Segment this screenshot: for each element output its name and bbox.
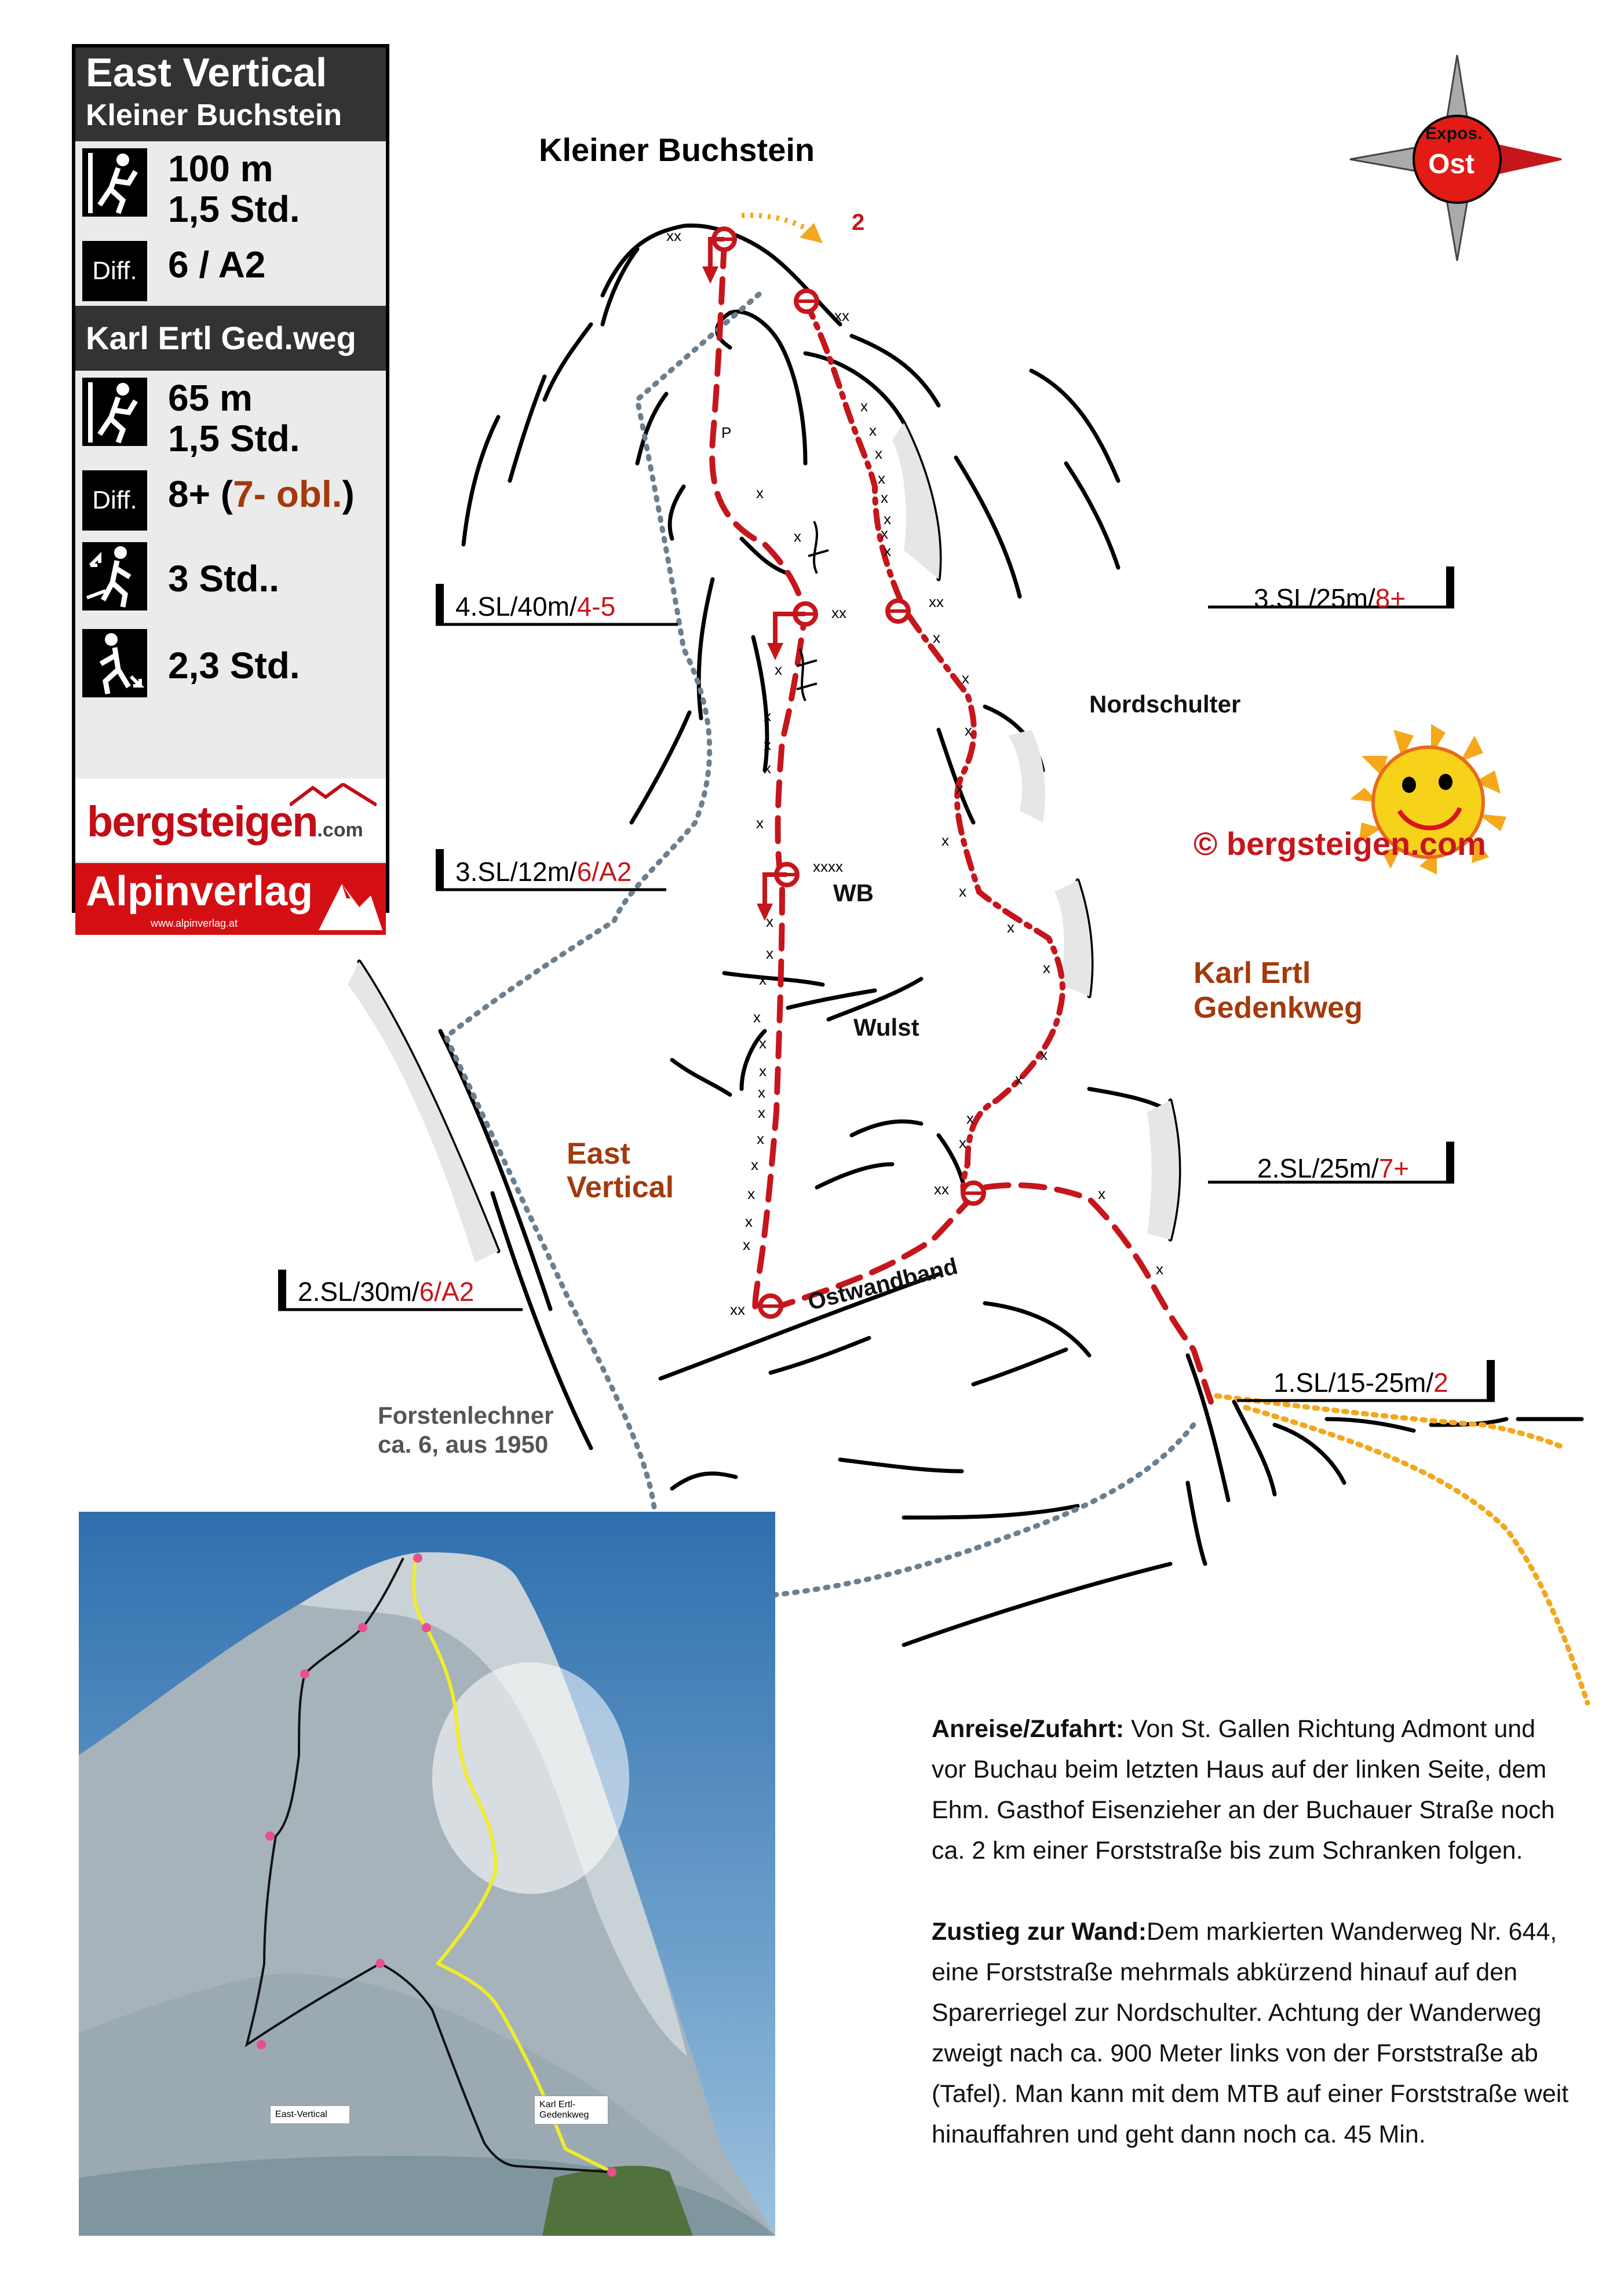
route1-header	[75, 47, 386, 141]
karl-ertl-label-2: Gedenkweg	[1194, 991, 1363, 1025]
compass-expos-label: Expos.	[1425, 124, 1483, 143]
forstenlechner-label-1: Forstenlechner	[378, 1402, 554, 1429]
svg-text:x: x	[766, 913, 773, 930]
svg-text:x: x	[956, 780, 964, 797]
svg-text:x: x	[758, 1084, 765, 1101]
pitch-label-ev4	[455, 591, 615, 622]
alpinverlag-logo	[75, 863, 386, 935]
anreise-paragraph	[932, 1709, 1569, 1871]
route1-length-value: 100 m	[168, 148, 273, 189]
photo-label-karl-ertl-line2: Gedenkweg	[539, 2110, 589, 2120]
svg-text:x: x	[941, 832, 949, 849]
pitch-label-ke1	[1273, 1367, 1448, 1398]
climber-icon	[82, 148, 147, 217]
svg-text:xx: xx	[730, 1301, 745, 1318]
hiker-ascent-icon	[82, 542, 147, 610]
svg-text:xx: xx	[834, 307, 849, 324]
compass-direction-label: Ost	[1428, 149, 1475, 180]
svg-text:x: x	[756, 814, 764, 832]
climber-icon	[82, 378, 147, 446]
pitch-label-ev2	[298, 1276, 474, 1307]
route2-time-value: 1,5 Std.	[168, 418, 300, 459]
svg-text:x: x	[759, 971, 767, 988]
svg-text:xx: xx	[831, 604, 846, 621]
svg-text:x: x	[764, 707, 771, 725]
pitch-grade: 2	[1433, 1368, 1448, 1398]
pitch-text: 3.SL/25m/	[1254, 583, 1375, 613]
zustieg-paragraph	[932, 1911, 1569, 2155]
anreise-text: Von St. Gallen Richtung Admont und vor Buchau beim letzten Haus auf der linken Seite, dem Ehm. Gasthof Eisenzieher an der Buchauer Straße noch ca. 2 km einer Forststraße bis zum Schranken folgen.	[932, 1715, 1555, 1864]
svg-text:x: x	[1007, 919, 1014, 936]
approach-path-2	[1246, 1407, 1587, 1703]
svg-text:x: x	[753, 1008, 761, 1026]
route2-ascent-time: 3 Std..	[168, 558, 280, 599]
svg-text:x: x	[860, 397, 868, 415]
bolt-marks	[666, 227, 1163, 1318]
alpinverlag-logo-text: Alpinverlag	[86, 868, 313, 915]
pitch-text: 2.SL/30m/	[298, 1277, 419, 1307]
svg-text:x: x	[764, 759, 771, 777]
bergsteigen-logo-suffix: .com	[317, 819, 363, 841]
route2-difficulty	[168, 474, 355, 514]
svg-text:x: x	[747, 1185, 755, 1202]
pitch-text: 3.SL/12m/	[455, 857, 577, 887]
pitch-grade: 7+	[1378, 1153, 1410, 1183]
pitch-text: 2.SL/25m/	[1257, 1153, 1379, 1183]
svg-text:x: x	[881, 489, 888, 506]
svg-text:x: x	[743, 1236, 750, 1253]
belay-stations	[714, 229, 984, 1317]
svg-text:x: x	[1156, 1260, 1163, 1278]
svg-text:xxxx: xxxx	[813, 858, 843, 875]
photo-label-karl-ertl	[534, 2096, 608, 2125]
pitch-text: 4.SL/40m/	[455, 591, 577, 621]
wb-label: WB	[833, 879, 874, 906]
route2-descent-row	[75, 622, 386, 709]
svg-text:x: x	[794, 528, 801, 545]
pitch-grade: 6/A2	[419, 1277, 475, 1307]
route2-length	[168, 378, 300, 459]
bergsteigen-logo-word: bergsteigen	[87, 798, 317, 846]
route2-length-value: 65 m	[168, 377, 253, 419]
route2-difficulty-close: )	[342, 473, 355, 515]
nordschulter-label: Nordschulter	[1089, 690, 1241, 718]
svg-text:x: x	[759, 1034, 767, 1052]
forstenlechner-label-2: ca. 6, aus 1950	[378, 1431, 549, 1458]
pitch-grade: 8+	[1375, 583, 1406, 613]
diff-badge: Diff.	[82, 470, 147, 531]
approach-path	[1217, 1396, 1564, 1448]
alpinverlag-url: www.alpinverlag.at	[151, 917, 238, 929]
svg-text:x: x	[756, 484, 764, 502]
svg-text:x: x	[766, 945, 773, 962]
svg-text:x: x	[759, 1062, 767, 1080]
svg-text:x: x	[745, 1213, 753, 1230]
route1-length	[168, 148, 300, 229]
svg-text:x: x	[764, 736, 771, 754]
anreise-heading: Anreise/Zufahrt:	[932, 1715, 1125, 1743]
route2-difficulty-obl: 7- obl.	[233, 473, 342, 515]
route-description	[932, 1709, 1569, 2195]
route2-difficulty-main: 8+ (	[168, 473, 233, 515]
route1-difficulty: 6 / A2	[168, 244, 266, 286]
svg-text:x: x	[966, 1110, 974, 1127]
hiker-descent-icon	[82, 629, 147, 697]
bergsteigen-logo	[75, 778, 386, 861]
route1-title: East Vertical	[86, 50, 327, 95]
pitch-grade: 4-5	[576, 591, 616, 621]
zustieg-text: Dem markierten Wanderweg Nr. 644, eine Forststraße mehrmals abkürzend hinauf auf den Sparerriegel zur Nordschulter. Achtung der Wanderweg zweigt nach ca. 900 Meter links von der Forststraße ab (Tafel). Man kann mit dem MTB auf einer Forststraße weit hinauffahren und geht dann noch ca. 45 Min.	[932, 1918, 1569, 2148]
svg-text:x: x	[1098, 1185, 1105, 1202]
svg-text:x: x	[1043, 959, 1050, 977]
summit-descent-arrow	[742, 215, 811, 232]
svg-text:x: x	[1040, 1046, 1048, 1063]
pitch-text: 1.SL/15-25m/	[1273, 1368, 1434, 1398]
lower-off-arrowheads	[702, 266, 783, 921]
svg-text:x: x	[775, 661, 782, 678]
svg-text:x: x	[878, 470, 885, 487]
svg-text:x: x	[884, 542, 891, 560]
svg-text:x: x	[962, 670, 969, 687]
east-vertical-label-1: East	[567, 1137, 630, 1171]
piton-mark: P	[721, 424, 732, 441]
wulst-label: Wulst	[853, 1014, 919, 1041]
route2-descent-time: 2,3 Std.	[168, 645, 300, 686]
svg-text:x: x	[933, 629, 940, 646]
svg-text:x: x	[965, 722, 972, 739]
belay-station-bars	[715, 239, 983, 1306]
route2-ascent-row	[75, 535, 386, 622]
route-info-panel	[72, 44, 389, 929]
pitch-label-ke2	[1257, 1153, 1409, 1184]
diff-badge: Diff.	[82, 241, 147, 301]
bergsteigen-logo-text	[87, 797, 363, 846]
svg-text:x: x	[884, 510, 891, 528]
svg-text:xx: xx	[934, 1180, 949, 1198]
svg-text:x: x	[875, 445, 882, 462]
svg-text:x: x	[959, 1134, 966, 1151]
route1-diff-row	[75, 228, 386, 306]
route2-title: Karl Ertl Ged.weg	[86, 320, 356, 356]
route1-subtitle: Kleiner Buchstein	[86, 98, 342, 132]
route-photo	[79, 1512, 775, 2236]
svg-text:x: x	[869, 422, 877, 439]
svg-text:xx: xx	[666, 227, 681, 244]
photo-label-east-vertical: East-Vertical	[270, 2105, 350, 2124]
photo-label-karl-ertl-line1: Karl Ertl-	[539, 2100, 576, 2109]
route2-length-row	[75, 371, 386, 458]
east-vertical-label-2: Vertical	[567, 1171, 674, 1204]
karl-ertl-label-1: Karl Ertl	[1194, 956, 1311, 990]
svg-text:xx: xx	[929, 593, 944, 610]
route2-diff-row	[75, 458, 386, 535]
svg-text:x: x	[751, 1156, 758, 1173]
pitch-label-ev3	[455, 856, 632, 887]
exit-number-label: 2	[852, 210, 865, 235]
pitch-grade: 6/A2	[576, 857, 632, 887]
svg-text:x: x	[881, 525, 888, 542]
summit-title: Kleiner Buchstein	[539, 131, 815, 168]
route2-header	[75, 306, 386, 371]
pitch-label-ke3	[1254, 583, 1406, 614]
ostwandband-label: Ostwandband	[805, 1253, 961, 1315]
svg-text:x: x	[959, 883, 966, 900]
svg-text:x: x	[758, 1104, 765, 1121]
svg-text:x: x	[1015, 1070, 1023, 1088]
route1-length-row	[75, 141, 386, 228]
route1-time-value: 1,5 Std.	[168, 188, 300, 230]
svg-text:x: x	[757, 1130, 764, 1147]
zustieg-heading: Zustieg zur Wand:	[932, 1918, 1147, 1946]
copyright-label: © bergsteigen.com	[1194, 825, 1486, 862]
east-vertical-route	[712, 243, 805, 1311]
